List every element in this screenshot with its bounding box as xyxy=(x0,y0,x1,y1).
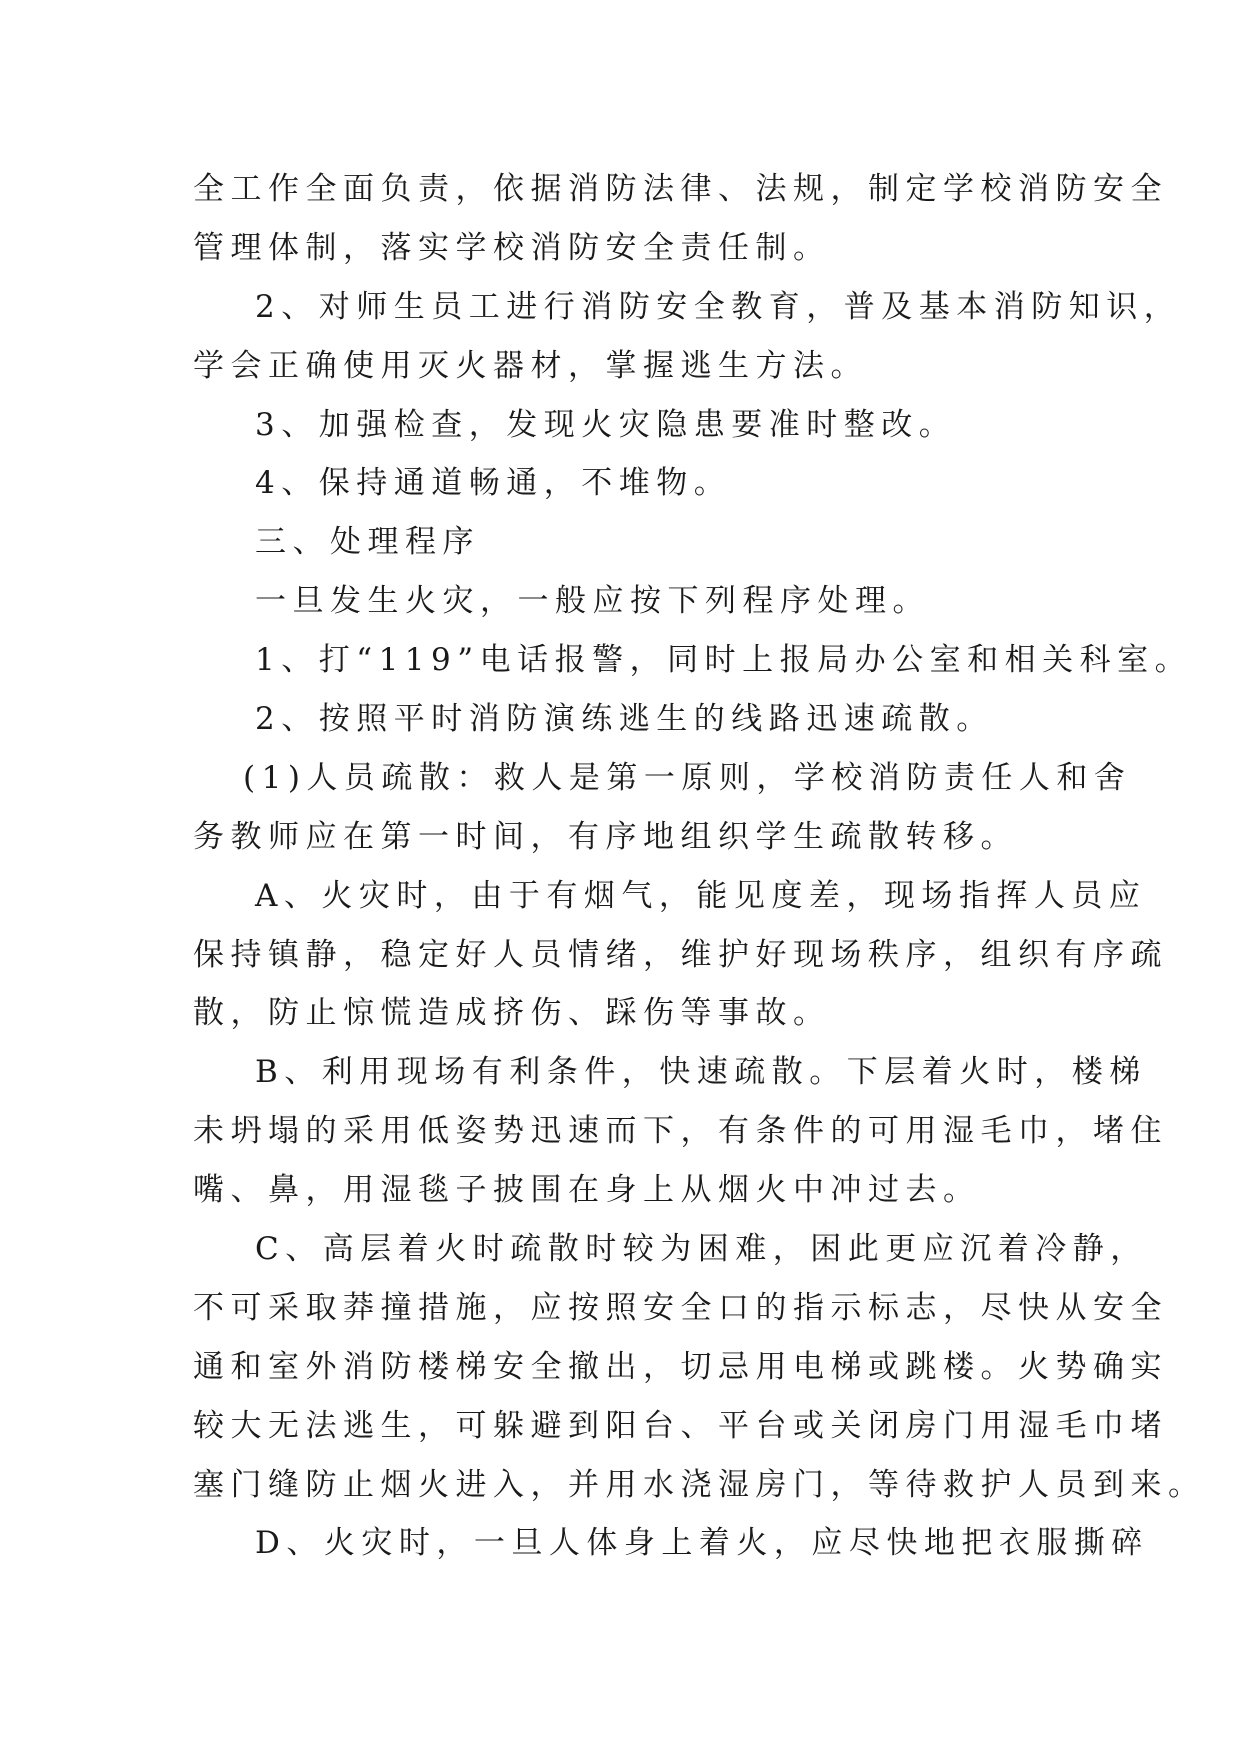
text-line: C、高层着火时疏散时较为困难，困此更应沉着冷静， xyxy=(255,1231,1148,1268)
text-line: 1、打“119”电话报警，同时上报局办公室和相关科室。 xyxy=(255,642,1193,679)
document-body xyxy=(193,160,1206,1573)
text-line: 塞门缝防止烟火进入，并用水浇湿房门，等待救护人员到来。 xyxy=(193,1466,1206,1503)
text-line: 4、保持通道畅通，不堆物。 xyxy=(255,465,732,502)
text-line: B、利用现场有利条件，快速疏散。下层着火时，楼梯 xyxy=(255,1054,1147,1091)
text-line: 嘴、鼻，用湿毯子披围在身上从烟火中冲过去。 xyxy=(193,1172,981,1209)
section-heading: 三、处理程序 xyxy=(255,524,480,561)
text-line: 务教师应在第一时间，有序地组织学生疏散转移。 xyxy=(193,818,1018,855)
text-line: (1)人员疏散：救人是第一原则，学校消防责任人和舍 xyxy=(243,759,1132,796)
text-line: 未坍塌的采用低姿势迅速而下，有条件的可用湿毛巾，堵住 xyxy=(193,1113,1168,1150)
text-line: 不可采取莽撞措施，应按照安全口的指示标志，尽快从安全 xyxy=(193,1289,1168,1326)
text-line: 保持镇静，稳定好人员情绪，维护好现场秩序，组织有序疏 xyxy=(193,936,1168,973)
text-line: D、火灾时，一旦人体身上着火，应尽快地把衣服撕碎 xyxy=(255,1525,1149,1562)
text-line: 2、按照平时消防演练逃生的线路迅速疏散。 xyxy=(255,701,994,738)
text-line: A、火灾时，由于有烟气，能见度差，现场指挥人员应 xyxy=(255,877,1147,914)
text-line: 一旦发生火灾，一般应按下列程序处理。 xyxy=(255,583,930,620)
text-line: 较大无法逃生，可躲避到阳台、平台或关闭房门用湿毛巾堵 xyxy=(193,1407,1168,1444)
text-line: 2、对师生员工进行消防安全教育，普及基本消防知识， xyxy=(255,288,1182,325)
text-line: 全工作全面负责，依据消防法律、法规，制定学校消防安全 xyxy=(193,171,1168,207)
text-line: 管理体制，落实学校消防安全责任制。 xyxy=(193,229,831,266)
text-line: 3、加强检查，发现火灾隐患要准时整改。 xyxy=(255,406,957,443)
text-line: 散，防止惊慌造成挤伤、踩伤等事故。 xyxy=(193,995,831,1032)
text-line: 通和室外消防楼梯安全撤出，切忌用电梯或跳楼。火势确实 xyxy=(193,1348,1168,1385)
text-line: 学会正确使用灭火器材，掌握逃生方法。 xyxy=(193,347,868,384)
